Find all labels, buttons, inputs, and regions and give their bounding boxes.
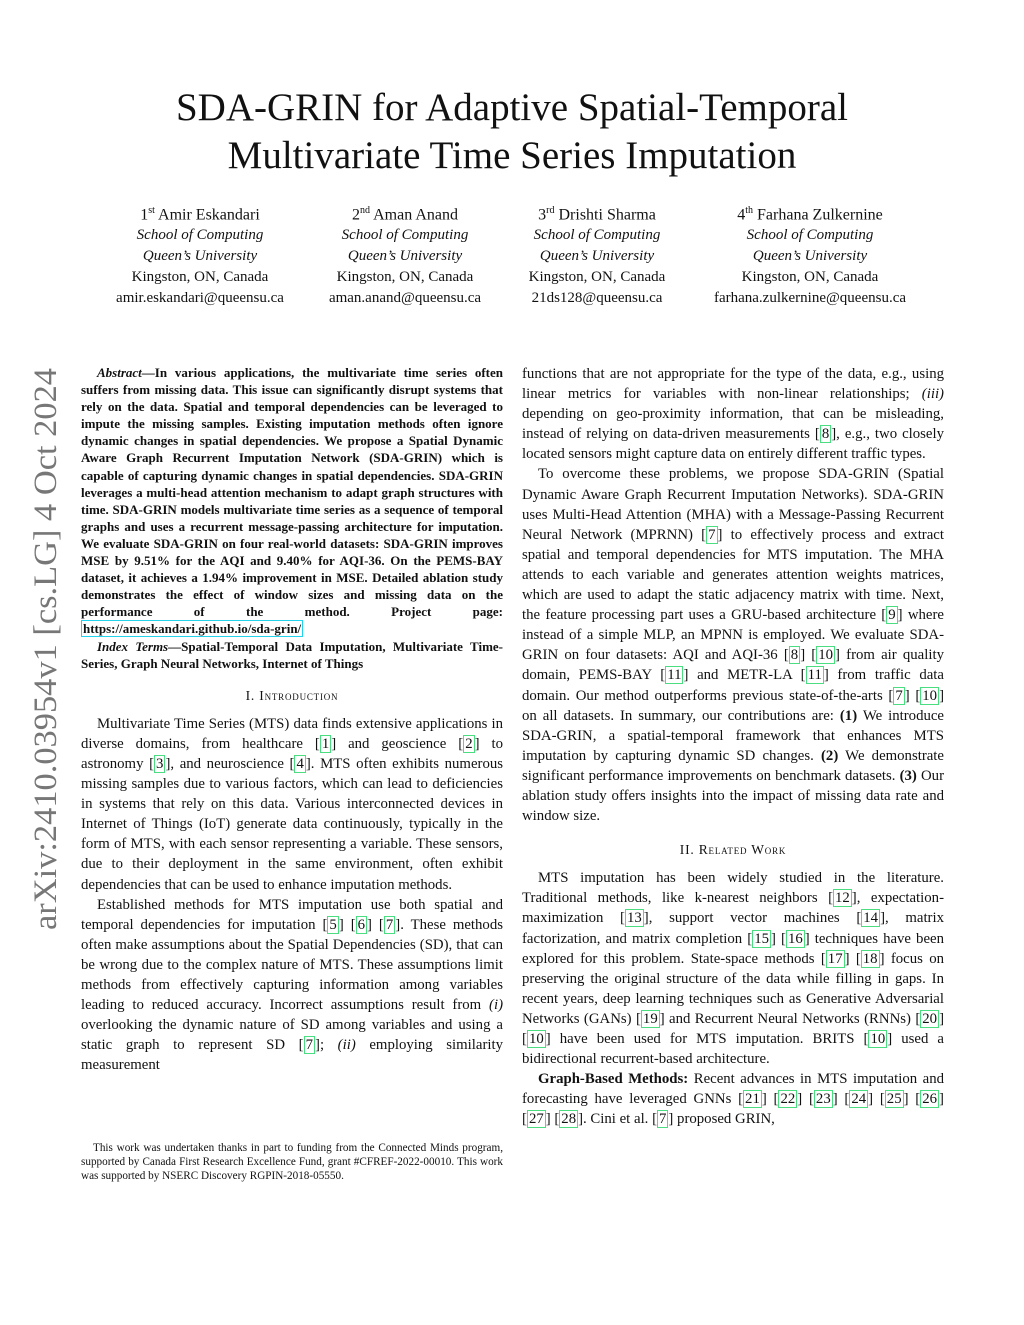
author-department: School of Computing: [136, 227, 264, 244]
citation-link[interactable]: 19: [642, 1010, 658, 1027]
citation-link[interactable]: 28: [561, 1111, 577, 1128]
author-city: Kingston, ON, Canada: [131, 269, 269, 286]
author-4: [705, 200, 915, 309]
author-name: Aman Anand: [373, 206, 458, 224]
author-ordinal-suffix: nd: [360, 205, 370, 216]
citation-link[interactable]: 4: [296, 755, 304, 772]
author-department: School of Computing: [341, 227, 469, 244]
arxiv-identifier-text: arXiv:2410.03954v1 [cs.LG] 4 Oct 2024: [28, 391, 64, 930]
abstract-body: —In various applications, the multivariate time series often suffers from missing data. This issue can significantly disrupt systems that rely on the data. Spatial and temporal dependencies can be leveraged to impute the missing samples. Existing imputation methods often ignore dynamic changes in spatial dependencies. We propose a Spatial Dynamic Aware Graph Recurrent Imputation Network (SDA-GRIN) which is capable of capturing dynamic changes in spatial dependencies. SDA-GRIN leverages a multi-head attention mechanism to adapt graph structures with time. SDA-GRIN models multivariate time series as a sequence of temporal graphs and uses a recurrent message-passing architecture for imputation. We evaluate SDA-GRIN on four real-world datasets: SDA-GRIN improves MSE by 9.51% for the AQI and 9.40% for AQI-36. On the PEMS-BAY dataset, it achieves a 1.94% improvement in MSE. Detailed ablation study demonstrates the effect of window sizes and missing data on the performance of the method. Project page:: [81, 365, 503, 620]
related-work-paragraph-1: MTS imputation has been widely studied in the literature. Traditional methods, like k-nearest neighbors [ 12 ], expectation-maximization [ 13 ], support vector machines [ 14 ], matrix factorization, and matrix completion [ 15 ] [ 16 ] techniques have been explored for this problem. State-space methods [ 17 ] [ 18 ] focus on preserving the original structure of the data while filling in gaps. In recent years, deep learning techniques such as Generative Adversarial Networks (GANs) [ 19 ] and Recurrent Neural Networks (RNNs) [ 20 ] [ 10 ] have been used for MTS imputation. BRITS [ 10 ] used a bidirectional recurrent-based architecture.: [522, 870, 945, 1068]
title-line-2: Multivariate Time Series Imputation: [227, 134, 797, 177]
abstract-lead: Abstract: [97, 365, 142, 380]
author-block: [100, 200, 924, 310]
citation-link[interactable]: 9: [888, 607, 896, 624]
author-email: aman.anand@queensu.ca: [328, 290, 482, 307]
citation-link[interactable]: 7: [305, 1037, 313, 1054]
citation-link[interactable]: 12: [835, 890, 850, 907]
intro-paragraph-3: To overcome these problems, we propose SDA-GRIN (Spatial Dynamic Aware Graph Recurrent Imputation Networks). SDA-GRIN uses Multi-Head Attention (MHA) with a Message-Passing Recurrent Neural Network (MPRNN) [ 7 ] to effectively process and extract spatial and temporal dependencies for MTS imputation. The MHA attends to each variable and generates attention weights matrices, which are used to adapt the static adjacency matrix with time. Next, the feature processing part uses a GRU-based architecture [ 9 ] where instead of a simple MLP, an MPNN is employed. We evaluate SDA-GRIN on four datasets: AQI and AQI-36 [ 8 ] [ 10 ] from air quality domain, PEMS-BAY [ 11 ] and METR-LA [ 11 ] from traffic data domain. Our method outperforms previous state-of-the-arts [ 7 ] [ 10 ] on all datasets. In summary, our contributions are: (1) We introduce SDA-GRIN, a spatial-temporal framework that enhances MTS imputation by capturing dynamic SD changes. (2) We demonstrate significant performance improvements on benchmark datasets. (3) Our ablation study offers insights into the impact of missing data rate and window size.: [522, 466, 945, 825]
citation-link[interactable]: 7: [659, 1111, 667, 1128]
left-column: [81, 364, 503, 1075]
abstract: [81, 364, 503, 638]
author-department: School of Computing: [746, 227, 874, 244]
citation-link[interactable]: 7: [895, 687, 903, 704]
section-heading-related-work: II. Related Work: [679, 842, 787, 858]
author-ordinal: 1: [140, 206, 149, 224]
citation-link[interactable]: 18: [862, 950, 878, 967]
index-terms-lead: Index Terms: [97, 638, 169, 654]
citation-link[interactable]: 10: [528, 1031, 544, 1047]
intro-paragraph-2-continued: functions that are not appropriate for the type of the data, e.g., using linear metrics for variables with non-linear relationships; (iii) depending on geo-proximity information, that can be misleading, instead of relying on data-driven measurements [ 8 ], e.g., two closely located sensors might capture data on entirely different traffic types.: [522, 366, 944, 463]
citation-link[interactable]: 5: [329, 916, 337, 933]
funding-footnote: This work was undertaken thanks in part to funding from the Connected Minds program, supported by Canada First Research Excellence Fund, grant #CFREF-2022-00010. This work was supported by NSERC Discovery RGPIN-2018-05550.: [81, 1142, 503, 1182]
citation-link[interactable]: 1: [321, 735, 330, 752]
citation-link[interactable]: 24: [851, 1091, 867, 1108]
author-ordinal: 4: [737, 206, 746, 224]
intro-paragraph-2: Established methods for MTS imputation use both spatial and temporal dependencies for imputation [ 5 ] [ 6 ] [ 7 ]. These methods often make assumptions about the Spatial Dependencies (SD), that can be wrong due to the complex nature of MTS. These assumptions limit methods from effectively capturing information among variables leading to reduced accuracy. Incorrect assumptions result from (i) overlooking the dynamic nature of SD among variables and using a static graph to represent SD [ 7 ]; (ii) employing similarity measurement: [81, 896, 503, 1074]
author-name: Drishti Sharma: [558, 206, 656, 224]
citation-link[interactable]: 7: [708, 526, 716, 543]
author-name: Farhana Zulkernine: [757, 206, 883, 224]
author-department: School of Computing: [533, 227, 661, 244]
author-email: amir.eskandari@queensu.ca: [116, 290, 284, 307]
author-3: [492, 200, 702, 309]
citation-link[interactable]: 11: [807, 667, 822, 684]
citation-link[interactable]: 11: [667, 667, 682, 684]
author-ordinal-suffix: rd: [546, 205, 555, 216]
citation-link[interactable]: 20: [922, 1010, 938, 1027]
citation-link[interactable]: 6: [357, 916, 366, 933]
citation-link[interactable]: 27: [528, 1111, 544, 1128]
paper-title: [110, 84, 914, 180]
author-university: Queen’s University: [347, 248, 463, 265]
author-2: [300, 200, 510, 309]
right-column: [522, 364, 944, 1129]
citation-link[interactable]: 25: [886, 1091, 902, 1108]
citation-link[interactable]: 14: [863, 910, 879, 927]
author-city: Kingston, ON, Canada: [741, 269, 879, 286]
intro-paragraph-1: Multivariate Time Series (MTS) data finds extensive applications in diverse domains, from healthcare [ 1 ] and geoscience [ 2 ] to astronomy [ 3 ], and neuroscience [ 4 ]. MTS often exhibits numerous missing samples due to various factors, which can lead to deficiencies in systems that rely on this data. Various interconnected devices in Internet of Things (IoT) generate data continuously, typically in the form of MTS, with each sensor representing a variable. These sensors, due to their deployment in the same environment, often exhibit dependencies that can be used to enhance imputation methods.: [81, 715, 503, 893]
citation-link[interactable]: 15: [754, 930, 770, 947]
citation-link[interactable]: 7: [385, 916, 394, 933]
citation-link[interactable]: 16: [787, 930, 803, 947]
citation-link[interactable]: 10: [870, 1031, 886, 1047]
index-terms: [81, 638, 503, 672]
graph-based-methods-lead: Graph-Based Methods:: [538, 1071, 689, 1088]
citation-link[interactable]: 8: [821, 426, 830, 443]
author-1: [95, 200, 305, 309]
citation-link[interactable]: 13: [626, 910, 642, 927]
author-ordinal: 3: [538, 206, 547, 224]
author-email: 21ds128@queensu.ca: [531, 290, 663, 307]
section-heading-introduction: I. Introduction: [245, 687, 339, 703]
citation-link[interactable]: 17: [827, 950, 843, 967]
arxiv-side-label: [14, 365, 74, 935]
author-university: Queen’s University: [539, 248, 655, 265]
index-terms-body: —Spatial-Temporal Data Imputation, Multivariate Time-Series, Graph Neural Networks, Internet of Things: [81, 638, 503, 671]
author-university: Queen’s University: [752, 248, 868, 265]
citation-link[interactable]: 21: [745, 1091, 760, 1108]
project-page-link[interactable]: https://ameskandari.github.io/sda-grin/: [83, 621, 302, 637]
author-ordinal-suffix: st: [148, 205, 155, 216]
citation-link[interactable]: 26: [922, 1091, 938, 1108]
author-city: Kingston, ON, Canada: [528, 269, 666, 286]
citation-link[interactable]: 10: [818, 647, 834, 664]
citation-link[interactable]: 10: [922, 687, 938, 704]
citation-link[interactable]: 2: [465, 735, 473, 752]
author-university: Queen’s University: [142, 248, 258, 265]
author-email: farhana.zulkernine@queensu.ca: [713, 290, 907, 307]
author-ordinal-suffix: th: [745, 205, 754, 216]
citation-link[interactable]: 23: [815, 1091, 831, 1108]
author-name: Amir Eskandari: [158, 206, 260, 224]
citation-link[interactable]: 8: [790, 647, 799, 664]
citation-link[interactable]: 3: [156, 755, 164, 772]
citation-link[interactable]: 22: [780, 1091, 796, 1108]
author-ordinal: 2: [352, 206, 360, 224]
graph-based-methods-paragraph: Graph-Based Methods: Recent advances in MTS imputation and forecasting have leveraged GNNs [ 21 ] [ 22 ] [ 23 ] [ 24 ] [ 25 ] [ 26 ] [ 27 ] [ 28 ]. Cini et al. [ 7 ] proposed GRIN,: [522, 1071, 944, 1128]
author-city: Kingston, ON, Canada: [336, 269, 474, 286]
title-line-1: SDA-GRIN for Adaptive Spatial-Temporal: [175, 86, 849, 129]
